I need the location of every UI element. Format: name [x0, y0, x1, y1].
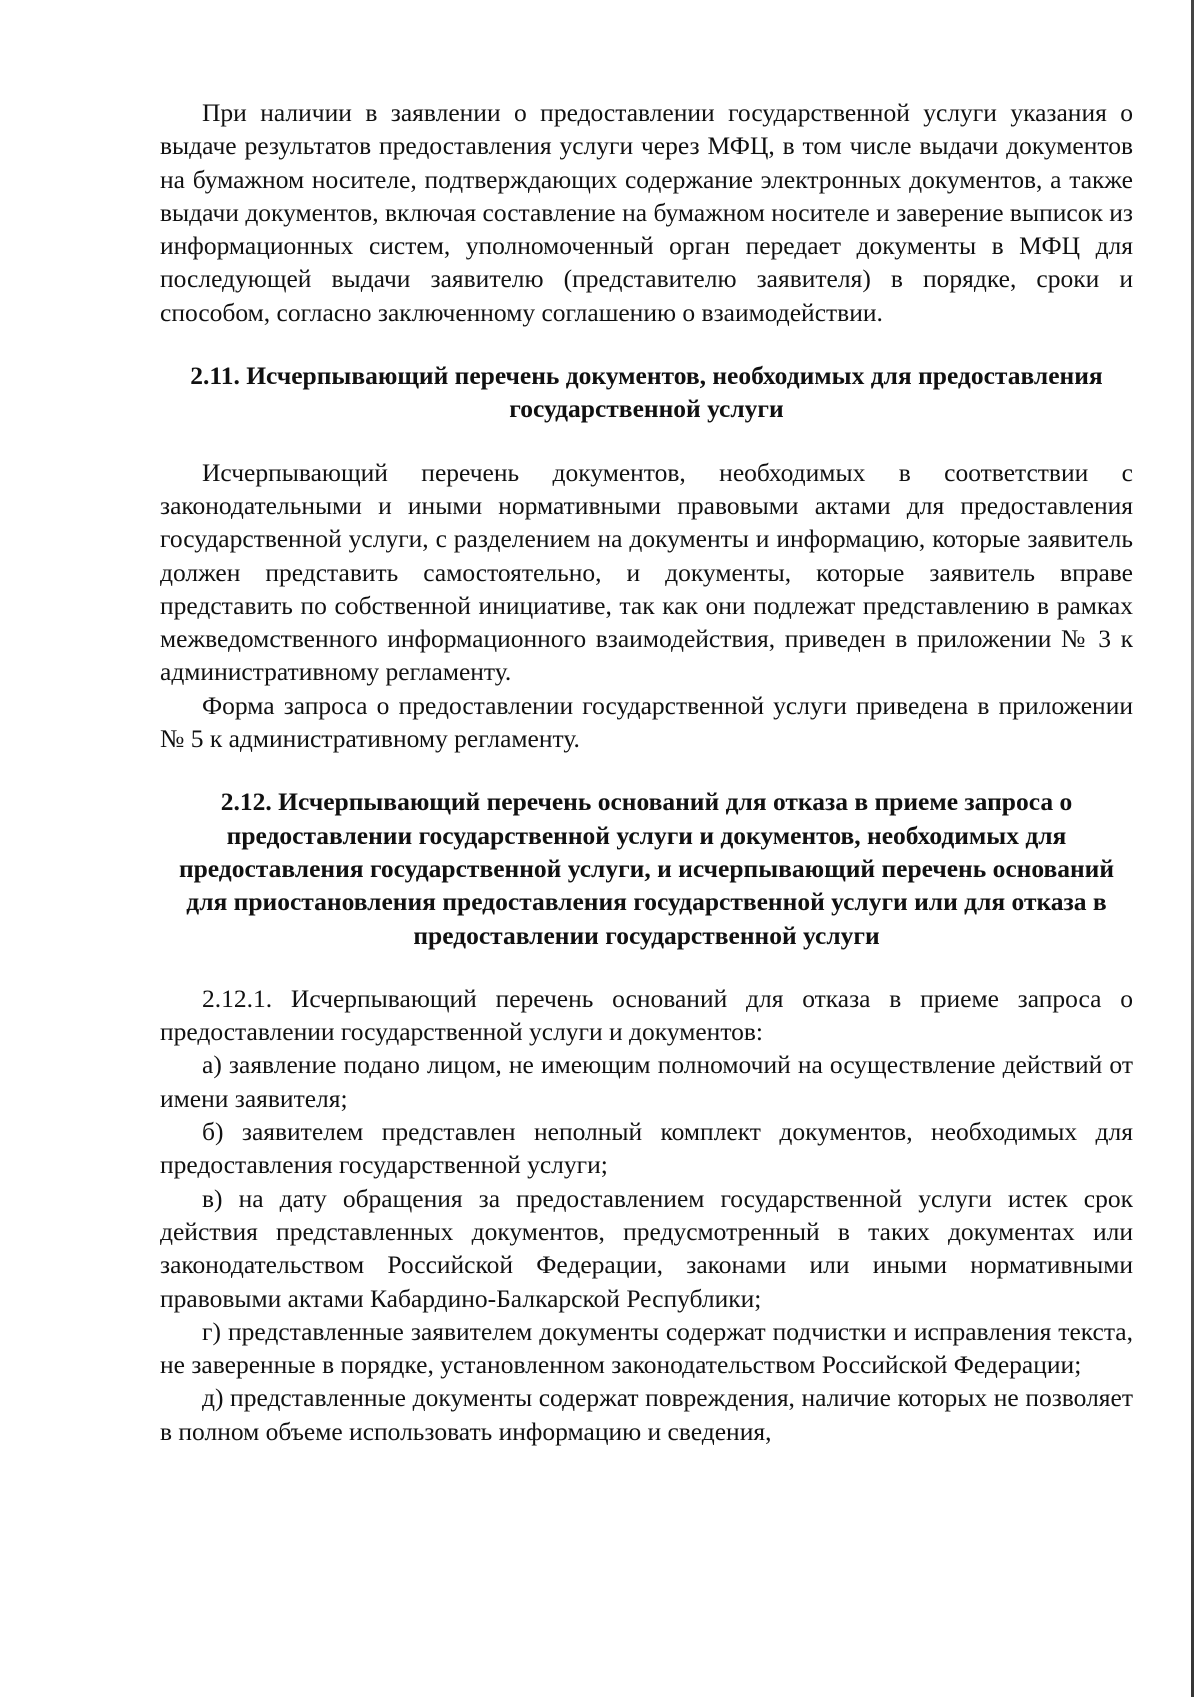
section-2-11-paragraph-1: Исчерпывающий перечень документов, необходимых в соответствии с законодательными и иными нормативными правовыми актами для предоставления государственной услуги, с разделением на документы и информацию, которые заявитель должен представить самостоятельно, и документы, которые заявитель вправе представить по собственной инициативе, так как они подлежат представлению в рамках межведомственного информационного взаимодействия, приведен в приложении № 3 к административному регламенту.	[160, 457, 1133, 687]
section-2-12-heading: 2.12. Исчерпывающий перечень оснований для отказа в приеме запроса о предоставлении государственной услуги и документов, необходимых для предоставления государственной услуги, и исчерпывающий перечень оснований для приостановления предоставления государственной услуги или для отказа в предоставлении государственной услуги	[178, 787, 1115, 950]
section-2-11-heading: 2.11. Исчерпывающий перечень документов, необходимых для предоставления государственной услуги	[190, 361, 1103, 424]
intro-paragraph: При наличии в заявлении о предоставлении государственной услуги указания о выдаче результатов предоставления услуги через МФЦ, в том числе выдачи документов на бумажном носителе, подтверждающих содержание электронных документов, а также выдачи документов, включая составление на бумажном носителе и заверение выписок из информационных систем, уполномоченный орган передает документы в МФЦ для последующей выдачи заявителю (представителю заявителя) в порядке, сроки и способом, согласно заключенному соглашению о взаимодействии.	[160, 98, 1133, 327]
section-2-12-item-g: г) представленные заявителем документы содержат подчистки и исправления текста, не заверенные в порядке, установленном законодательством Российской Федерации;	[160, 1316, 1133, 1380]
section-2-12-item-a: а) заявление подано лицом, не имеющим полномочий на осуществление действий от имени заявителя;	[160, 1050, 1133, 1113]
section-2-11-paragraph-2: Форма запроса о предоставлении государственной услуги приведена в приложении № 5 к административному регламенту.	[160, 690, 1133, 754]
scan-edge-line	[1191, 0, 1194, 1697]
section-2-12-item-b: б) заявителем представлен неполный комплект документов, необходимых для предоставления государственной услуги;	[160, 1117, 1133, 1180]
document-body	[160, 96, 1133, 1448]
section-2-12-paragraph-1: 2.12.1. Исчерпывающий перечень оснований для отказа в приеме запроса о предоставлении государственной услуги и документов:	[160, 983, 1133, 1047]
section-2-12-item-d: д) представленные документы содержат повреждения, наличие которых не позволяет в полном объеме использовать информацию и сведения,	[160, 1383, 1133, 1446]
section-2-12-item-v: в) на дату обращения за предоставлением государственной услуги истек срок действия представленных документов, предусмотренный в таких документах или законодательством Российской Федерации, законами или иными нормативными правовыми актами Кабардино-Балкарской Республики;	[160, 1183, 1133, 1313]
